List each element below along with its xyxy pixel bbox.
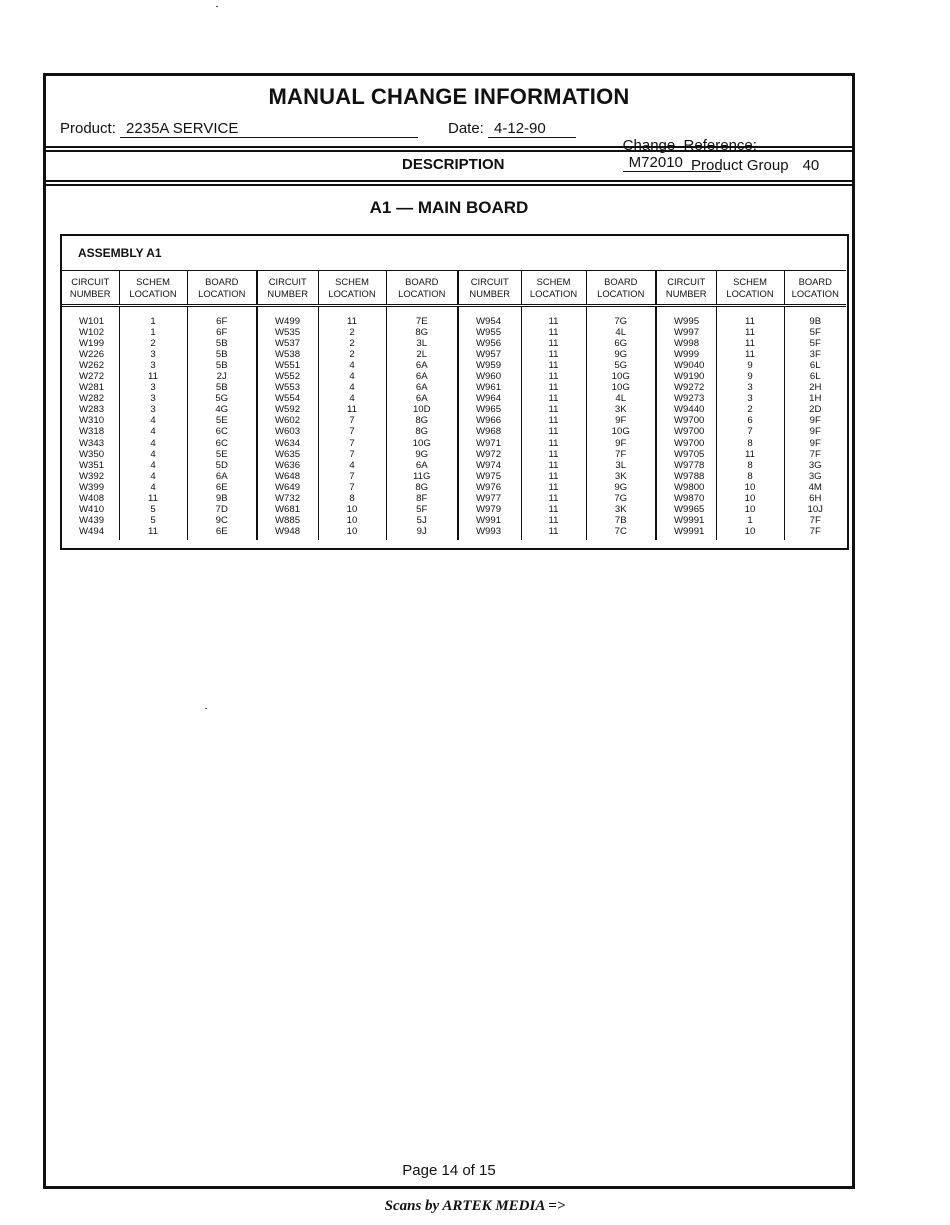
board-location-cell: 6L [784,360,846,371]
schem-location-cell: 7 [318,438,386,449]
board-location-cell: 5F [784,327,846,338]
schem-location-cell: 1 [716,515,784,526]
product-group [691,157,819,174]
circuit-number-cell: W885 [257,515,318,526]
circuit-number-cell: W551 [257,360,318,371]
schem-location-cell: 11 [318,404,386,415]
circuit-number-cell: W954 [458,306,521,328]
board-location-cell: 7F [586,449,656,460]
scan-speck [216,6,218,7]
board-location-cell: 6A [386,371,458,382]
schem-location-cell: 8 [716,471,784,482]
table-row [62,382,846,393]
circuit-number-cell: W681 [257,504,318,515]
schem-location-cell: 10 [716,482,784,493]
circuit-number-cell: W351 [79,459,105,471]
schem-location-cell: 3 [716,382,784,393]
table-row [62,426,846,437]
schem-location-cell: 11 [521,526,586,540]
board-location-cell: 6A [386,382,458,393]
schem-location-cell: 11 [521,482,586,493]
table-row [62,482,846,493]
circuit-number-cell: W999 [656,349,716,360]
board-location-cell: 7G [586,306,656,328]
schem-location-cell: 11 [521,415,586,426]
board-location-cell: 5G [187,393,257,404]
board-location-cell: 5B [187,349,257,360]
schem-location-cell: 11 [521,349,586,360]
board-location-cell: 8G [386,426,458,437]
circuit-number-cell: W343 [79,437,105,449]
schem-location-cell: 10 [318,504,386,515]
board-location-cell: 7G [586,493,656,504]
board-location-cell: 6E [187,482,257,493]
schem-location-cell: 3 [119,360,187,371]
circuit-number-cell: W976 [458,482,521,493]
circuit-number-cell: W282 [79,393,105,405]
board-location-cell: 1H [784,393,846,404]
board-location-cell: 7F [784,526,846,540]
date-label: Date: [448,120,484,137]
schem-location-cell: 1 [119,306,187,328]
schem-location-cell: 10 [716,493,784,504]
circuit-number-cell: W592 [257,404,318,415]
circuit-number-cell: W9991 [656,526,716,540]
table-row [62,338,846,349]
circuit-number-cell: W226 [79,349,105,361]
table-row [62,327,846,338]
schem-location-cell: 11 [119,493,187,504]
board-location-cell: 9F [784,426,846,437]
circuit-number-cell: W199 [79,338,105,350]
page-number: Page 14 of 15 [402,1162,496,1179]
table-row [62,438,846,449]
circuit-number-cell: W9440 [656,404,716,415]
schem-location-cell: 4 [119,415,187,426]
board-location-cell: 3L [386,338,458,349]
circuit-number-cell: W974 [458,460,521,471]
board-location-cell: 3G [784,471,846,482]
schem-location-cell: 11 [521,360,586,371]
circuit-number-cell: W9700 [656,438,716,449]
circuit-number-cell: W603 [257,426,318,437]
circuit-number-cell: W948 [257,526,318,540]
board-location-cell: 10G [586,371,656,382]
circuit-number-cell: W995 [656,306,716,328]
schem-location-cell: 4 [318,393,386,404]
schem-location-cell: 4 [119,471,187,482]
circuit-number-cell: W732 [257,493,318,504]
circuit-number-cell: W272 [79,371,105,383]
circuit-number-cell: W964 [458,393,521,404]
schem-location-cell: 7 [318,482,386,493]
board-location-cell: 4G [187,404,257,415]
column-header: SCHEM LOCATION [716,271,784,306]
circuit-number-cell: W494 [79,525,105,537]
board-location-cell: 6A [386,360,458,371]
circuit-number-cell: W410 [79,503,105,515]
schem-location-cell: 4 [318,371,386,382]
circuit-number-cell: W648 [257,471,318,482]
board-location-cell: 3K [586,404,656,415]
board-location-cell: 5E [187,415,257,426]
board-location-cell: 8G [386,415,458,426]
schem-location-cell: 4 [318,460,386,471]
scan-speck [205,708,207,709]
date-field [448,120,576,138]
schem-location-cell: 11 [521,327,586,338]
table-row [62,471,846,482]
circuit-number-cell: W101 [79,316,105,327]
table-row [62,393,846,404]
schem-location-cell: 10 [716,526,784,540]
schem-location-cell: 10 [318,526,386,540]
schem-location-cell: 1 [119,327,187,338]
circuit-number-cell: W554 [257,393,318,404]
board-location-cell: 7F [784,515,846,526]
board-location-cell: 6C [187,438,257,449]
date-value: 4-12-90 [488,120,576,138]
schem-location-cell: 3 [119,404,187,415]
schem-location-cell: 8 [716,438,784,449]
board-location-cell: 2L [386,349,458,360]
board-location-cell: 6A [187,471,257,482]
circuit-number-cell: W9965 [656,504,716,515]
board-location-cell: 7E [386,306,458,328]
column-header: SCHEM LOCATION [318,271,386,306]
schem-location-cell: 11 [716,349,784,360]
schem-location-cell: 2 [716,404,784,415]
schem-location-cell: 7 [318,449,386,460]
table-row [62,306,846,328]
product-value: 2235A SERVICE [120,120,418,138]
schem-location-cell: 9 [716,360,784,371]
circuit-number-cell: W979 [458,504,521,515]
circuit-number-cell: W977 [458,493,521,504]
board-location-cell: 5B [187,382,257,393]
change-reference-field [606,120,757,189]
board-location-cell: 8G [386,482,458,493]
circuit-number-cell: W961 [458,382,521,393]
board-location-cell: 3F [784,349,846,360]
board-location-cell: 3K [586,504,656,515]
schem-location-cell: 11 [521,438,586,449]
board-location-cell: 5F [386,504,458,515]
board-location-cell: 6A [386,460,458,471]
schem-location-cell: 4 [119,438,187,449]
circuit-number-cell: W310 [79,415,105,427]
board-location-cell: 11G [386,471,458,482]
schem-location-cell: 3 [716,393,784,404]
circuit-number-cell: W318 [79,426,105,438]
circuit-number-cell: W408 [79,492,105,504]
circuit-number-cell: W636 [257,460,318,471]
schem-location-cell: 11 [521,471,586,482]
schem-location-cell: 11 [716,327,784,338]
board-location-cell: 6A [386,393,458,404]
board-location-cell: 6C [187,426,257,437]
circuit-number-cell: W538 [257,349,318,360]
board-location-cell: 9F [784,438,846,449]
circuit-number-cell: W439 [79,514,105,526]
schem-location-cell: 4 [119,482,187,493]
table-row [62,493,846,504]
column-header: BOARD LOCATION [586,271,656,306]
circuit-number-cell: W552 [257,371,318,382]
schem-location-cell: 11 [521,504,586,515]
board-location-cell: 4L [586,327,656,338]
table-row [62,415,846,426]
circuit-number-cell: W350 [79,448,105,460]
board-location-cell: 5F [784,338,846,349]
table-row [62,526,846,540]
circuit-number-cell: W649 [257,482,318,493]
board-location-cell: 10G [586,426,656,437]
description-divider-2 [46,184,852,186]
circuit-number-cell: W537 [257,338,318,349]
schem-location-cell: 11 [716,449,784,460]
schem-location-cell: 10 [318,515,386,526]
board-location-cell: 7B [586,515,656,526]
board-location-cell: 8G [386,327,458,338]
schem-location-cell: 9 [716,371,784,382]
table-row [62,371,846,382]
board-location-cell: 9F [784,415,846,426]
board-location-cell: 3G [784,460,846,471]
section-title: A1 — MAIN BOARD [369,198,529,217]
circuit-number-cell: W262 [79,360,105,372]
board-location-cell: 9G [386,449,458,460]
table-row [62,349,846,360]
board-location-cell: 2H [784,382,846,393]
circuit-number-cell: W9870 [656,493,716,504]
circuit-number-cell: W102 [79,327,105,339]
schem-location-cell: 6 [716,415,784,426]
circuit-number-cell: W9273 [656,393,716,404]
circuit-number-cell: W9190 [656,371,716,382]
schem-location-cell: 4 [318,360,386,371]
circuit-number-cell: W998 [656,338,716,349]
board-location-cell: 9B [187,493,257,504]
table-header-row [62,271,846,306]
assembly-table-box [60,234,849,550]
schem-location-cell: 7 [318,415,386,426]
schem-location-cell: 10 [716,504,784,515]
page-frame [43,73,855,1189]
schem-location-cell: 11 [521,460,586,471]
change-reference-value: M72010 [623,154,721,172]
circuit-number-cell: W960 [458,371,521,382]
schem-location-cell: 11 [119,526,187,540]
circuit-number-cell: W972 [458,449,521,460]
circuit-number-cell: W9705 [656,449,716,460]
schem-location-cell: 3 [119,393,187,404]
circuit-number-cell: W9788 [656,471,716,482]
circuit-number-cell: W9272 [656,382,716,393]
board-location-cell: 9C [187,515,257,526]
circuit-number-cell: W959 [458,360,521,371]
circuit-number-cell: W602 [257,415,318,426]
schem-location-cell: 4 [119,426,187,437]
description-divider [46,180,852,182]
board-location-cell: 5B [187,360,257,371]
circuit-number-cell: W965 [458,404,521,415]
circuit-number-cell: W9700 [656,415,716,426]
column-header: CIRCUIT NUMBER [458,271,521,306]
board-location-cell: 10J [784,504,846,515]
board-location-cell: 9G [586,349,656,360]
board-location-cell: 2D [784,404,846,415]
circuit-number-cell: W9700 [656,426,716,437]
column-header: BOARD LOCATION [187,271,257,306]
column-header: CIRCUIT NUMBER [656,271,716,306]
board-location-cell: 9J [386,526,458,540]
circuit-number-cell: W553 [257,382,318,393]
circuit-number-cell: W535 [257,327,318,338]
header-divider [46,146,852,148]
board-location-cell: 6F [187,327,257,338]
schem-location-cell: 11 [521,382,586,393]
board-location-cell: 9B [784,306,846,328]
table-row [62,504,846,515]
schem-location-cell: 7 [318,471,386,482]
board-location-cell: 9F [586,415,656,426]
schem-location-cell: 2 [119,338,187,349]
schem-location-cell: 8 [318,493,386,504]
schem-location-cell: 11 [521,338,586,349]
circuit-number-cell: W9778 [656,460,716,471]
board-location-cell: 6L [784,371,846,382]
schem-location-cell: 11 [119,371,187,382]
board-location-cell: 6G [586,338,656,349]
product-group-value: 40 [802,157,820,174]
board-location-cell: 7D [187,504,257,515]
table-row [62,460,846,471]
board-location-cell: 10G [386,438,458,449]
product-label: Product: [60,120,116,137]
circuit-number-cell: W968 [458,426,521,437]
board-location-cell: 8F [386,493,458,504]
schem-location-cell: 4 [119,449,187,460]
header-divider-2 [46,150,852,152]
circuit-number-cell: W281 [79,382,105,394]
circuit-number-cell: W957 [458,349,521,360]
document-title: MANUAL CHANGE INFORMATION [268,84,630,109]
circuit-number-cell: W499 [257,306,318,328]
column-header: SCHEM LOCATION [521,271,586,306]
board-location-cell: 2J [187,371,257,382]
schem-location-cell: 5 [119,504,187,515]
schem-location-cell: 11 [521,404,586,415]
board-location-cell: 6F [187,306,257,328]
circuit-number-cell: W955 [458,327,521,338]
circuit-number-cell: W991 [458,515,521,526]
column-header: BOARD LOCATION [784,271,846,306]
board-location-cell: 5D [187,460,257,471]
circuit-number-cell: W283 [79,404,105,416]
schem-location-cell: 11 [521,371,586,382]
schem-location-cell: 11 [521,449,586,460]
schem-location-cell: 11 [521,426,586,437]
circuit-number-cell: W9991 [656,515,716,526]
schem-location-cell: 3 [119,382,187,393]
table-row [62,360,846,371]
circuit-number-cell: W635 [257,449,318,460]
board-location-cell: 4M [784,482,846,493]
column-header: SCHEM LOCATION [119,271,187,306]
table-row [62,404,846,415]
schem-location-cell: 11 [521,306,586,328]
schem-location-cell: 11 [521,515,586,526]
board-location-cell: 3L [586,460,656,471]
circuit-number-cell: W9800 [656,482,716,493]
schem-location-cell: 11 [318,306,386,328]
description-heading: DESCRIPTION [402,156,505,173]
board-location-cell: 7F [784,449,846,460]
board-location-cell: 5J [386,515,458,526]
schem-location-cell: 2 [318,349,386,360]
board-location-cell: 9G [586,482,656,493]
schem-location-cell: 11 [521,493,586,504]
circuit-number-cell: W634 [257,438,318,449]
schem-location-cell: 4 [318,382,386,393]
schem-location-cell: 4 [119,460,187,471]
schem-location-cell: 2 [318,327,386,338]
circuit-number-cell: W392 [79,470,105,482]
board-location-cell: 4L [586,393,656,404]
schem-location-cell: 2 [318,338,386,349]
circuit-number-cell: W399 [79,481,105,493]
product-group-label: Product Group [691,157,789,174]
schem-location-cell: 11 [716,338,784,349]
board-location-cell: 5B [187,338,257,349]
column-header: BOARD LOCATION [386,271,458,306]
schem-location-cell: 8 [716,460,784,471]
circuit-number-cell: W993 [458,526,521,540]
circuit-number-cell: W971 [458,438,521,449]
column-header: CIRCUIT NUMBER [257,271,318,306]
board-location-cell: 10G [586,382,656,393]
circuit-number-cell: W997 [656,327,716,338]
product-field [60,120,418,138]
table-row [62,515,846,526]
schem-location-cell: 7 [318,426,386,437]
board-location-cell: 6H [784,493,846,504]
circuit-number-cell: W966 [458,415,521,426]
board-location-cell: 7C [586,526,656,540]
board-location-cell: 9F [586,438,656,449]
schem-location-cell: 11 [716,306,784,328]
scan-credit: Scans by ARTEK MEDIA => [384,1198,566,1214]
parts-table [62,270,846,540]
schem-location-cell: 7 [716,426,784,437]
board-location-cell: 5G [586,360,656,371]
schem-location-cell: 3 [119,349,187,360]
schem-location-cell: 11 [521,393,586,404]
board-location-cell: 5E [187,449,257,460]
circuit-number-cell: W9040 [656,360,716,371]
board-location-cell: 10D [386,404,458,415]
circuit-number-cell: W956 [458,338,521,349]
table-row [62,449,846,460]
assembly-title: ASSEMBLY A1 [78,246,162,260]
schem-location-cell: 5 [119,515,187,526]
circuit-number-cell: W975 [458,471,521,482]
column-header: CIRCUIT NUMBER [62,271,119,306]
board-location-cell: 6E [187,526,257,540]
board-location-cell: 3K [586,471,656,482]
